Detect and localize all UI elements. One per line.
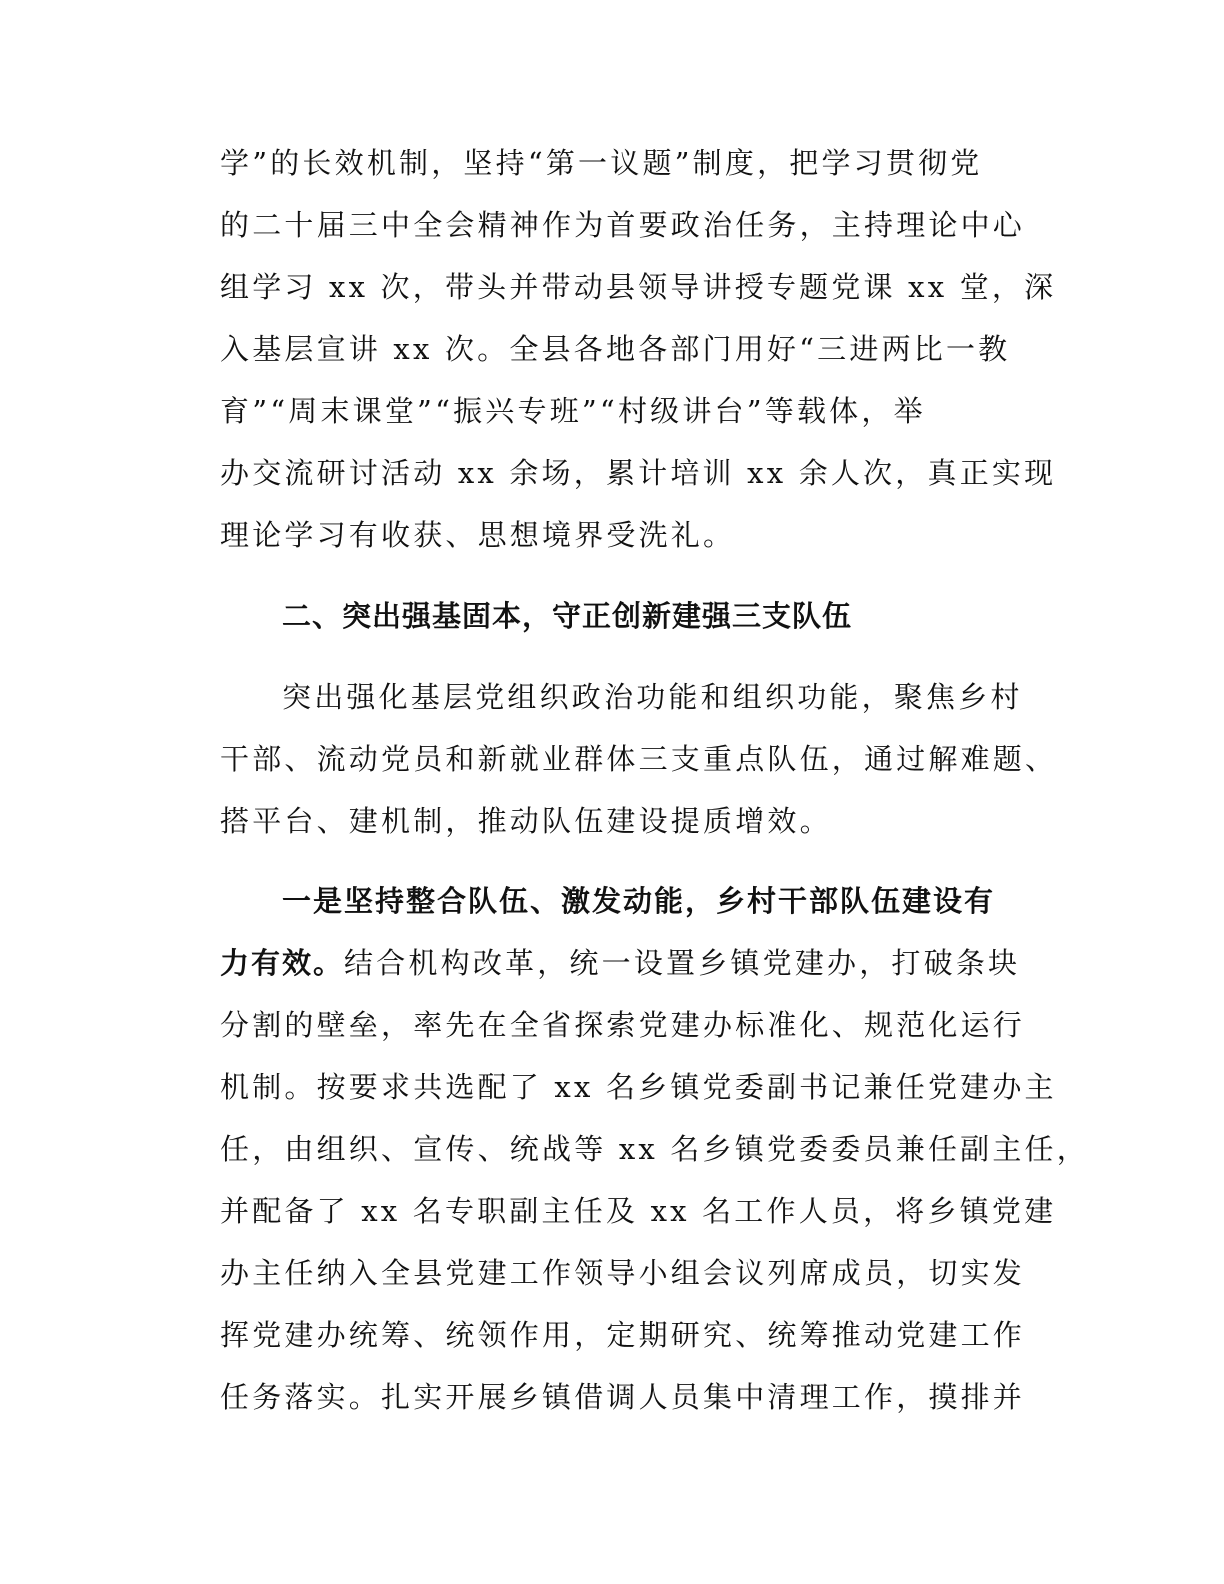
text-line: 搭平台、建机制，推动队伍建设提质增效。: [220, 804, 832, 838]
text-line: 育”“周末课堂”“振兴专班”“村级讲台”等载体，举: [220, 394, 926, 428]
text-line: 挥党建办统筹、统领作用，定期研究、统筹推动党建工作: [220, 1318, 1026, 1352]
bold-lead-sentence: 一是坚持整合队伍、激发动能，乡村干部队伍建设有: [282, 884, 996, 918]
paragraph-village-cadres: [220, 870, 1089, 1428]
text-line: 学”的长效机制，坚持“第一议题”制度，把学习贯彻党: [220, 146, 983, 180]
paragraph-three-teams: [220, 666, 1058, 852]
text-line: 突出强化基层党组织政治功能和组织功能，聚焦乡村: [282, 680, 1023, 714]
bold-lead-sentence-end: 力有效。: [220, 946, 345, 980]
section-heading-block: [220, 585, 1040, 647]
text-line: 理论学习有收获、思想境界受洗礼。: [220, 518, 736, 552]
text-line: 干部、流动党员和新就业群体三支重点队伍，通过解难题、: [220, 742, 1058, 776]
text-line: 组学习 xx 次，带头并带动县领导讲授专题党课 xx 堂，深: [220, 270, 1057, 304]
section-heading: 二、突出强基固本，守正创新建强三支队伍: [282, 599, 853, 633]
text-line: 办主任纳入全县党建工作领导小组会议列席成员，切实发: [220, 1256, 1026, 1290]
text-line: 机制。按要求共选配了 xx 名乡镇党委副书记兼任党建办主: [220, 1070, 1057, 1104]
text-line-rest: 结合机构改革，统一设置乡镇党建办，打破条块: [344, 946, 1021, 980]
text-line: 分割的壁垒，率先在全省探索党建办标准化、规范化运行: [220, 1008, 1026, 1042]
text-line: 入基层宣讲 xx 次。全县各地各部门用好“三进两比一教: [220, 332, 1011, 366]
text-line: 任，由组织、宣传、统战等 xx 名乡镇党委委员兼任副主任，: [220, 1132, 1089, 1166]
text-line: 任务落实。扎实开展乡镇借调人员集中清理工作，摸排并: [220, 1380, 1026, 1414]
text-line: 并配备了 xx 名专职副主任及 xx 名工作人员，将乡镇党建: [220, 1194, 1057, 1228]
text-line: [220, 932, 1040, 994]
text-line: 办交流研讨活动 xx 余场，累计培训 xx 余人次，真正实现: [220, 456, 1057, 490]
text-line: 的二十届三中全会精神作为首要政治任务，主持理论中心: [220, 208, 1026, 242]
paragraph-theory-study: [220, 132, 1057, 566]
